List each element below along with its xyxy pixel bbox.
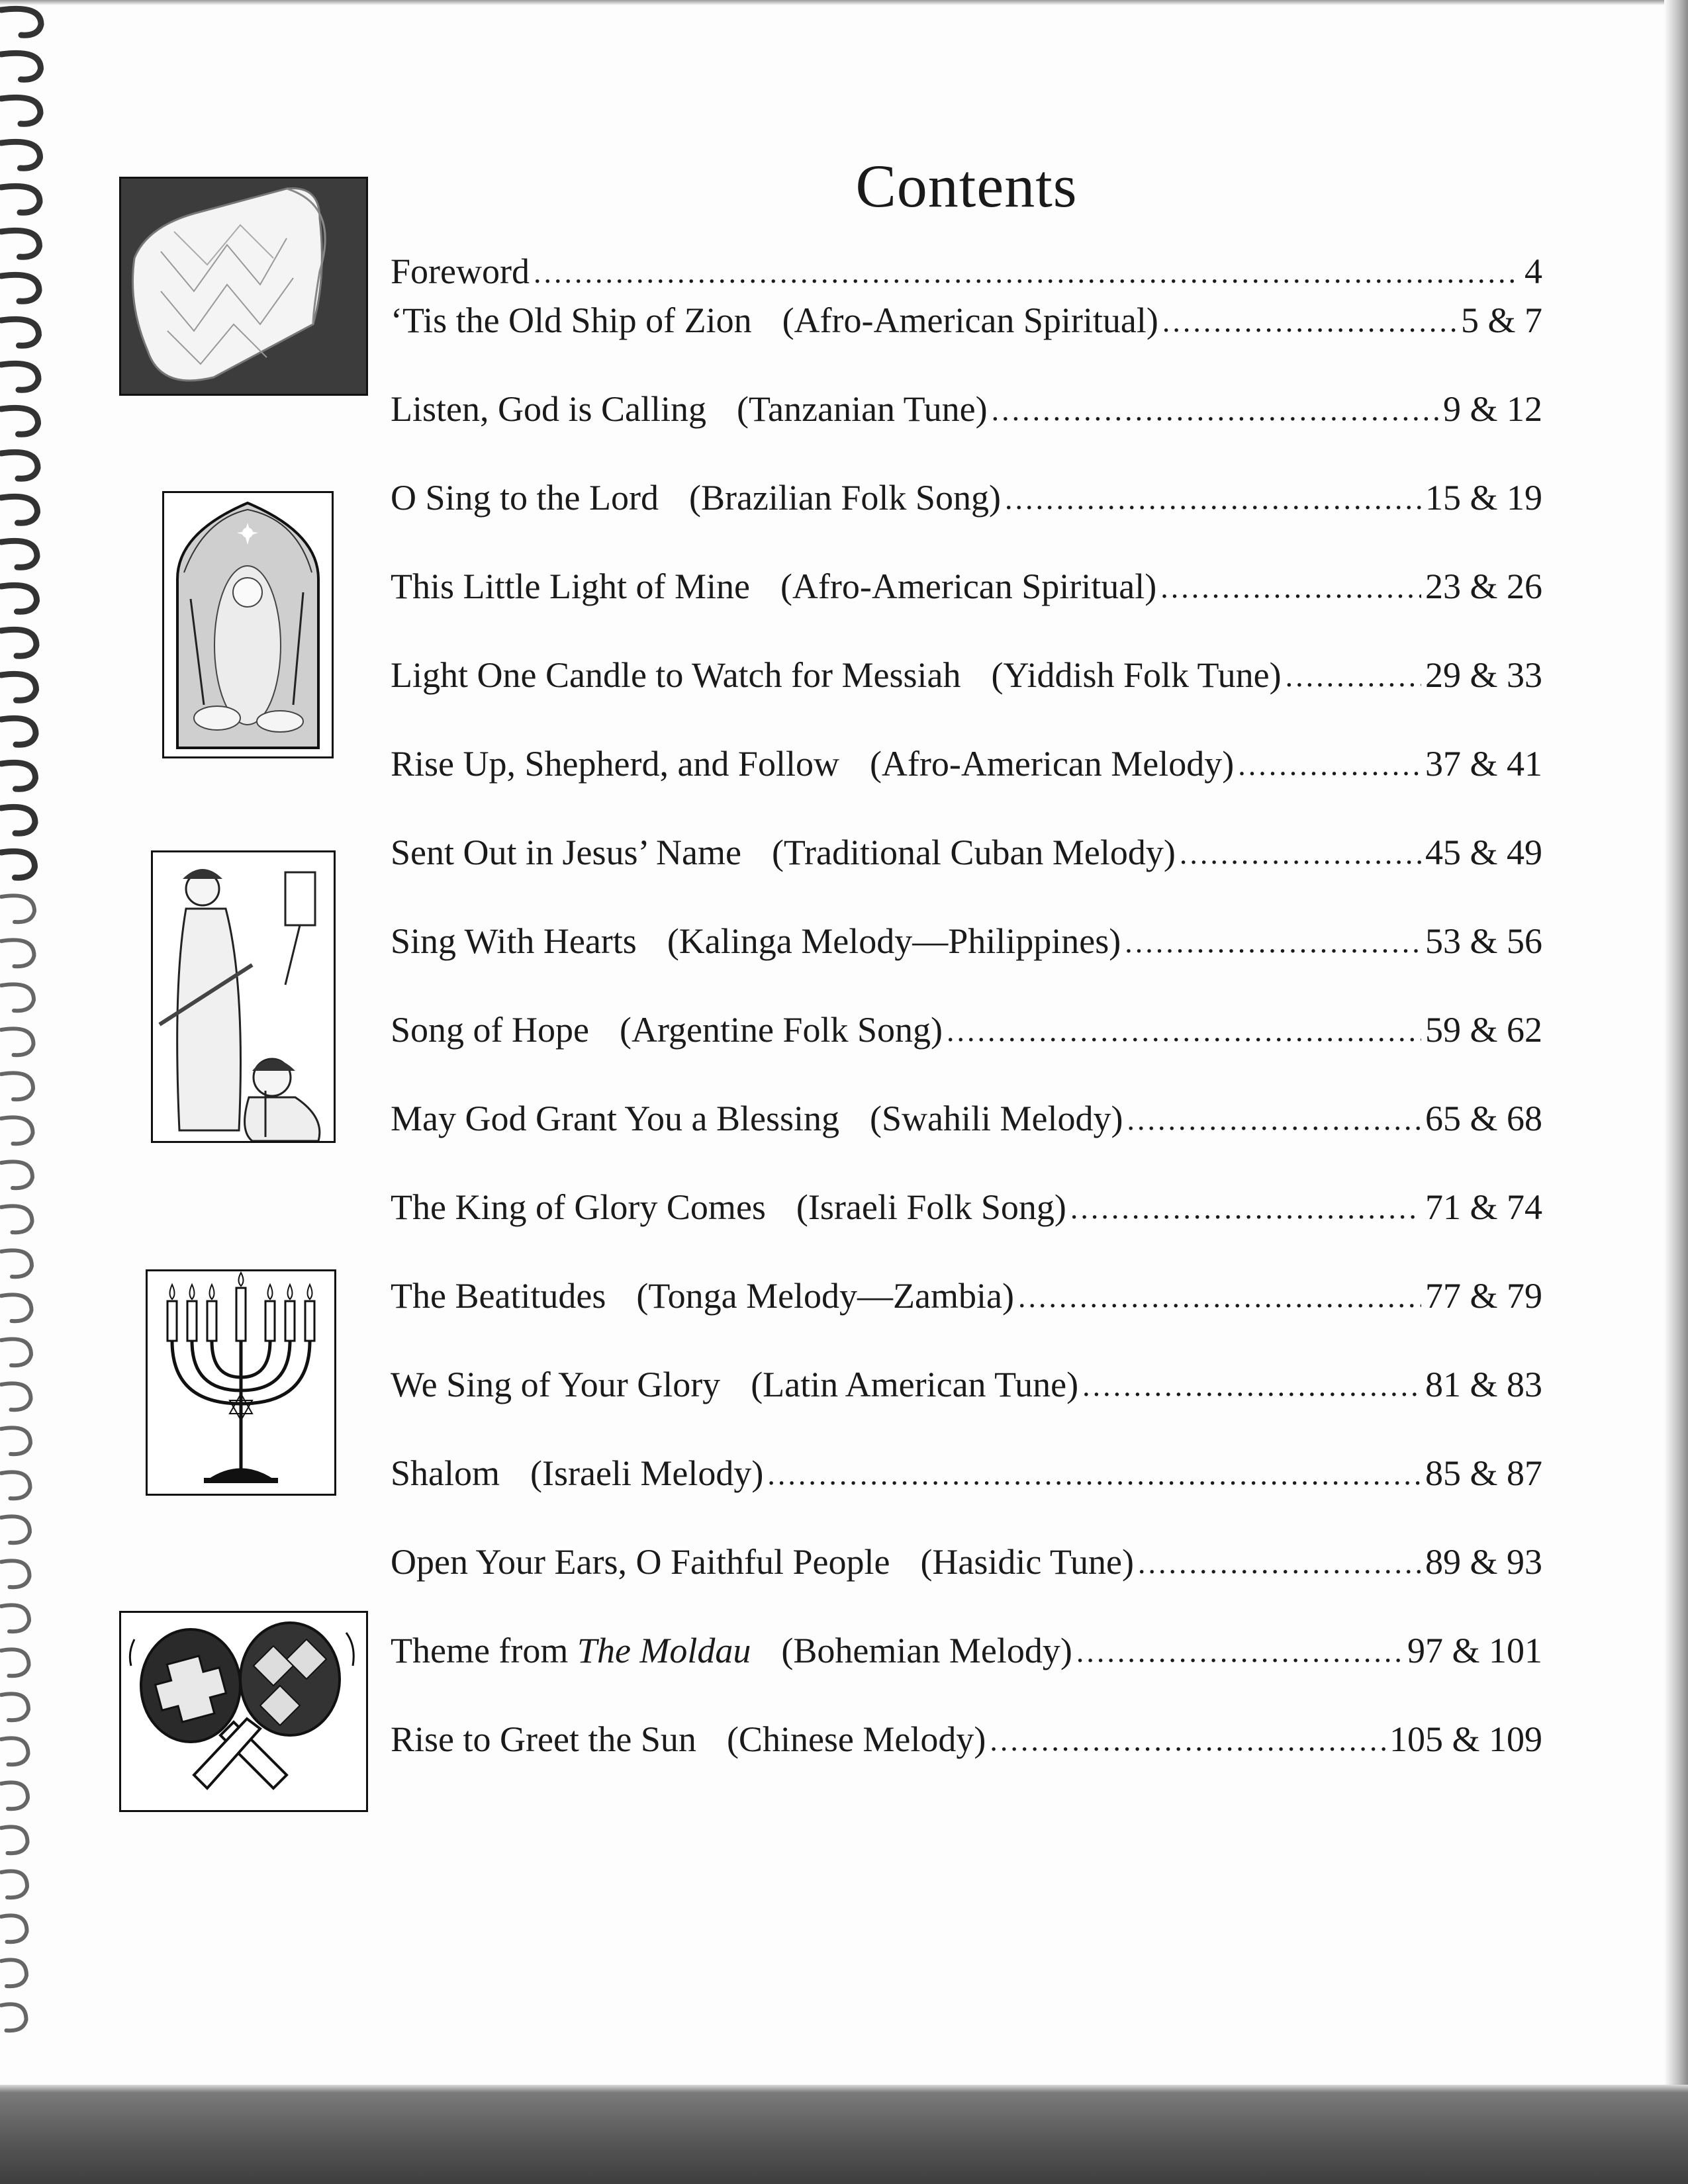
page-top-edge [0, 0, 1688, 5]
song-title: Listen, God is Calling [391, 389, 706, 429]
song-title: Sing With Hearts [391, 921, 637, 961]
page-numbers: 77 & 79 [1425, 1276, 1542, 1316]
spiral-coil [1, 1295, 32, 1321]
song-origin: (Traditional Cuban Melody) [771, 833, 1176, 872]
song-origin: (Argentine Folk Song) [619, 1010, 943, 1050]
spiral-coil [1, 363, 38, 390]
page-numbers: 37 & 41 [1425, 744, 1542, 784]
toc-entry[interactable] [391, 606, 1542, 695]
song-origin: (Swahili Melody) [870, 1099, 1123, 1138]
page-right-edge [1664, 0, 1688, 2184]
page-numbers: 81 & 83 [1425, 1365, 1542, 1404]
page-numbers: 29 & 33 [1425, 655, 1542, 695]
song-origin: (Afro-American Melody) [869, 744, 1235, 784]
toc-entry[interactable] [391, 784, 1542, 872]
page-numbers: 89 & 93 [1425, 1542, 1542, 1582]
song-title: We Sing of Your Glory [391, 1365, 721, 1404]
spiral-coil [1, 275, 39, 301]
stained-glass-nativity-icon [162, 491, 334, 758]
song-origin: (Tanzanian Tune) [736, 389, 988, 429]
spiral-coil [1, 984, 34, 1011]
toc-entry[interactable] [391, 872, 1542, 961]
page-numbers: 15 & 19 [1425, 478, 1542, 518]
spiral-coil [1, 629, 36, 656]
song-title: Rise Up, Shepherd, and Follow [391, 744, 839, 784]
spiral-coil [1, 718, 36, 745]
spiral-coil [1, 1605, 29, 1631]
spiral-coil [1, 1073, 33, 1099]
song-origin: (Kalinga Melody—Philippines) [667, 921, 1121, 961]
leader-dots [1138, 1545, 1421, 1582]
leader-dots [767, 1456, 1421, 1493]
song-title: Rise to Greet the Sun [391, 1719, 696, 1759]
leader-dots [1162, 303, 1457, 340]
toc-entry[interactable] [391, 695, 1542, 784]
toc-entry[interactable] [391, 518, 1542, 606]
leader-dots [1286, 658, 1421, 695]
spiral-coil [1, 895, 34, 922]
spiral-coil [1, 1161, 32, 1188]
spiral-coil [1, 53, 41, 79]
song-title-italic: The Moldau [577, 1631, 751, 1670]
song-title: Song of Hope [391, 1010, 589, 1050]
song-origin: (Chinese Melody) [726, 1719, 986, 1759]
spiral-coil [1, 1516, 30, 1543]
leader-dots [992, 392, 1439, 429]
page-title: Contents [855, 152, 1078, 220]
maracas-icon [119, 1611, 368, 1812]
spiral-coil [1, 1915, 27, 1942]
song-title: May God Grant You a Blessing [391, 1099, 840, 1138]
leader-dots [1005, 480, 1421, 518]
spiral-coil [1, 1206, 32, 1232]
spiral-coil [1, 319, 39, 345]
leader-dots [947, 1013, 1421, 1050]
toc-entry[interactable] [391, 1227, 1542, 1316]
spiral-coil [1, 541, 37, 567]
song-origin: (Tonga Melody—Zambia) [636, 1276, 1014, 1316]
spiral-coil [1, 1649, 29, 1676]
page-numbers: 105 & 109 [1389, 1719, 1542, 1759]
toc-entry[interactable] [391, 961, 1542, 1050]
spiral-coil [1, 9, 41, 35]
leader-dots [1125, 924, 1421, 961]
page-numbers: 23 & 26 [1425, 567, 1542, 606]
toc-entry[interactable] [391, 1582, 1542, 1670]
song-origin: (Israeli Folk Song) [796, 1187, 1066, 1227]
song-title: ‘Tis the Old Ship of Zion [391, 300, 752, 340]
menorah-icon [146, 1269, 336, 1496]
leader-dots [1160, 569, 1421, 606]
page-numbers: 85 & 87 [1425, 1453, 1542, 1493]
leader-dots [1127, 1101, 1421, 1138]
toc-entry[interactable] [391, 429, 1542, 518]
toc-entry[interactable] [391, 291, 1542, 340]
song-title: The Beatitudes [391, 1276, 606, 1316]
spiral-coil [1, 97, 40, 124]
leader-dots [534, 254, 1521, 291]
drum-icon [119, 177, 368, 396]
song-title: Open Your Ears, O Faithful People [391, 1542, 890, 1582]
spiral-coil [1, 851, 35, 878]
leader-dots [1018, 1279, 1421, 1316]
spiral-coil [1, 452, 38, 478]
spiral-coil [1, 940, 34, 966]
spiral-coil [1, 1339, 31, 1365]
song-title: This Little Light of Mine [391, 567, 750, 606]
spiral-coil [1, 1250, 32, 1277]
toc-entry[interactable] [391, 1670, 1542, 1759]
spiral-coil [1, 1383, 31, 1410]
spiral-coil [1, 1782, 28, 1809]
song-title: The King of Glory Comes [391, 1187, 766, 1227]
toc-entry[interactable] [391, 1316, 1542, 1404]
song-origin: (Israeli Melody) [530, 1453, 764, 1493]
song-origin: (Yiddish Folk Tune) [991, 655, 1282, 695]
spiral-coil [1, 1428, 30, 1454]
song-title: Sent Out in Jesus’ Name [391, 833, 741, 872]
song-title: O Sing to the Lord [391, 478, 659, 518]
toc-entry[interactable] [391, 340, 1542, 429]
leader-dots [1238, 747, 1421, 784]
toc-entry[interactable] [391, 1404, 1542, 1493]
song-origin: (Afro-American Spiritual) [780, 567, 1157, 606]
page-numbers: 4 [1524, 251, 1542, 291]
page-numbers: 71 & 74 [1425, 1187, 1542, 1227]
spiral-coil [1, 1827, 28, 1853]
spiral-coil [1, 585, 37, 612]
leader-dots [1082, 1367, 1421, 1404]
toc-entry-foreword[interactable] [391, 251, 1542, 291]
spiral-coil [1, 142, 40, 168]
song-origin: (Afro-American Spiritual) [782, 300, 1158, 340]
spiral-coil [1, 1738, 28, 1764]
spiral-coil [1, 762, 36, 789]
spiral-coil [1, 1960, 26, 1986]
page-numbers: 97 & 101 [1407, 1631, 1542, 1670]
spiral-coil [1, 1472, 30, 1498]
leader-dots [1070, 1190, 1421, 1227]
page-numbers: 5 & 7 [1460, 300, 1542, 340]
leader-dots [990, 1722, 1385, 1759]
song-origin: (Brazilian Folk Song) [688, 478, 1001, 518]
leader-dots [1076, 1633, 1403, 1670]
toc-entry[interactable] [391, 1493, 1542, 1582]
song-title: Shalom [391, 1453, 500, 1493]
toc-entry[interactable] [391, 1138, 1542, 1227]
page-bottom-edge [0, 2085, 1688, 2184]
song-title [391, 1631, 751, 1670]
spiral-coil [1, 230, 40, 257]
song-origin: (Bohemian Melody) [781, 1631, 1072, 1670]
song-title-prefix: Theme from [391, 1631, 577, 1670]
toc-entry[interactable] [391, 1050, 1542, 1138]
page-numbers: 9 & 12 [1442, 389, 1542, 429]
spiral-coil [1, 408, 38, 434]
song-origin: (Latin American Tune) [751, 1365, 1079, 1404]
spiral-coil [1, 1871, 27, 1897]
spiral-coil [1, 807, 35, 833]
song-title: Foreword [391, 251, 530, 291]
spiral-coil [1, 1694, 28, 1720]
spiral-coil [1, 1028, 34, 1055]
song-origin: (Hasidic Tune) [920, 1542, 1134, 1582]
table-of-contents [391, 251, 1542, 1759]
page-numbers: 45 & 49 [1425, 833, 1542, 872]
spiral-coil [1, 496, 38, 523]
page-numbers: 65 & 68 [1425, 1099, 1542, 1138]
spiral-coil [1, 1561, 30, 1587]
leader-dots [1180, 835, 1421, 872]
page-numbers: 53 & 56 [1425, 921, 1542, 961]
spiral-binding [0, 0, 60, 2085]
spiral-coil [1, 186, 40, 212]
spiral-coil [1, 674, 36, 700]
chinese-musicians-icon [151, 850, 336, 1143]
page-numbers: 59 & 62 [1425, 1010, 1542, 1050]
spiral-coil [1, 2004, 26, 2030]
spiral-coil [1, 1117, 33, 1144]
song-title: Light One Candle to Watch for Messiah [391, 655, 961, 695]
